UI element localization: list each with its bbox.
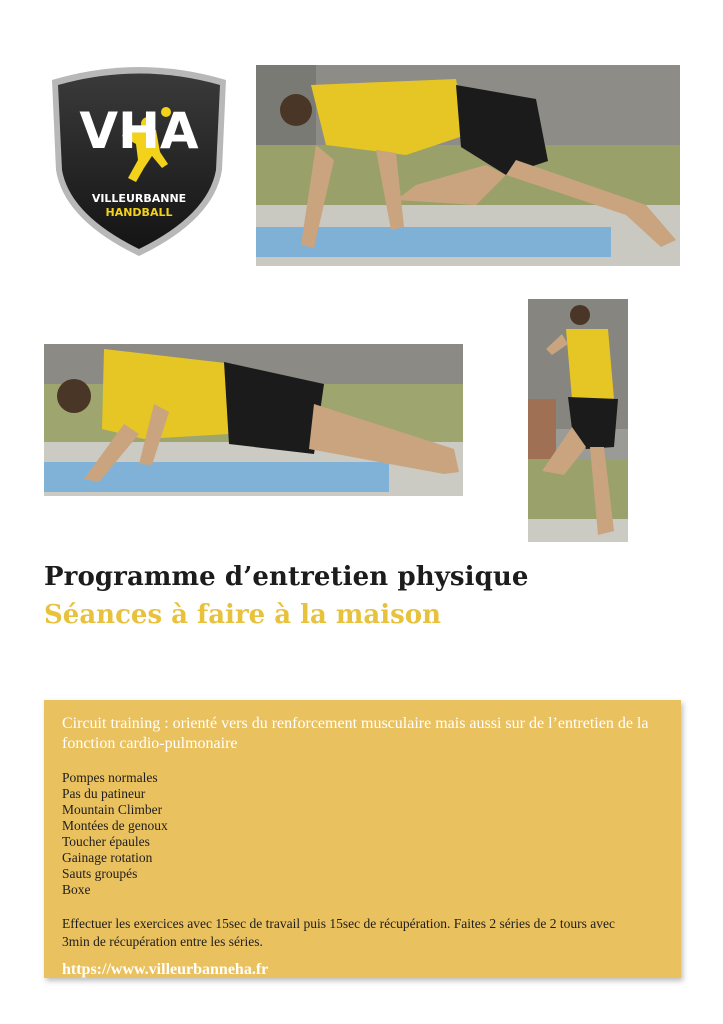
instructions-line-1: Effectuer les exercices avec 15sec de travail puis 15sec de récupération. Faites 2 séries de 2 tours avec <box>62 916 616 931</box>
list-item: Boxe <box>62 882 91 897</box>
instructions-line-2: 3min de récupération entre les séries. <box>62 934 263 949</box>
list-item: Toucher épaules <box>62 834 150 849</box>
program-instructions <box>62 915 663 951</box>
page-subtitle: Séances à faire à la maison <box>44 600 442 630</box>
logo-line1: VILLEURBANNE <box>91 192 187 205</box>
list-item: Montées de genoux <box>62 818 168 833</box>
list-item: Pompes normales <box>62 770 158 785</box>
mountain-climber-photo <box>256 65 680 266</box>
list-item: Sauts groupés <box>62 866 138 881</box>
program-intro: Circuit training : orienté vers du renforcement musculaire mais aussi sur de l’entretien de la fonction cardio-pulmonaire <box>62 715 649 752</box>
exercise-list <box>62 770 663 898</box>
vha-logo <box>44 60 234 260</box>
website-link[interactable]: https://www.villeurbanneha.fr <box>62 961 269 978</box>
logo-letters: VHA <box>79 102 199 160</box>
list-item: Gainage rotation <box>62 850 153 865</box>
logo-line2: HANDBALL <box>105 206 173 219</box>
list-item: Pas du patineur <box>62 786 146 801</box>
side-plank-rotation-photo <box>44 344 463 496</box>
list-item: Mountain Climber <box>62 802 163 817</box>
knee-raise-photo <box>528 299 628 542</box>
program-info-box <box>44 700 681 978</box>
page-title: Programme d’entretien physique <box>44 562 529 592</box>
